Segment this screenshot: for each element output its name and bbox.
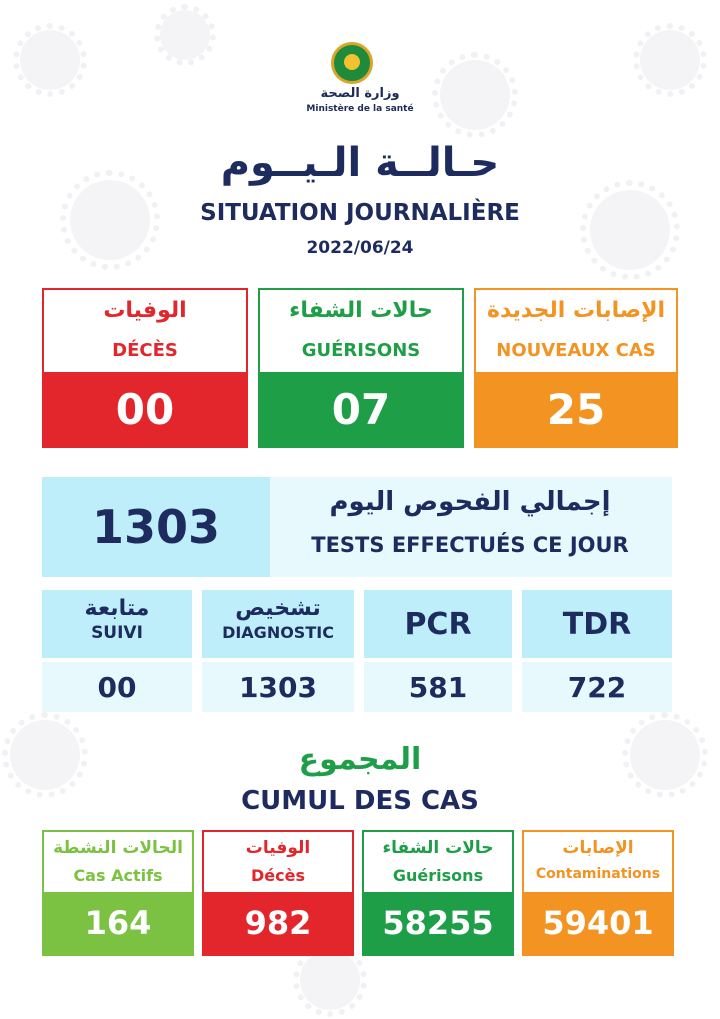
cumul-title-fr: CUMUL DES CAS <box>241 786 479 816</box>
daily-recoveries-value: 07 <box>260 372 462 446</box>
ministry-logo <box>331 42 373 84</box>
virus-decoration-icon <box>160 10 210 60</box>
tests-label-fr: TESTS EFFECTUÉS CE JOUR <box>311 533 629 557</box>
tdr-value: 722 <box>522 662 672 712</box>
cumul-contaminations-value: 59401 <box>524 892 672 954</box>
virus-decoration-icon <box>630 720 700 790</box>
diagnostic-label-ar: تشخيص <box>235 596 321 621</box>
cumul-recoveries-value: 58255 <box>364 892 512 954</box>
cumul-active-label-ar: الحالات النشطة <box>53 838 183 858</box>
ministry-name-ar: وزارة الصحة <box>320 86 400 101</box>
suivi-header <box>42 590 192 658</box>
cumul-recoveries-card <box>362 830 514 956</box>
virus-decoration-icon <box>300 950 360 1010</box>
cumul-contaminations-label-ar: الإصابات <box>562 838 634 858</box>
daily-new-cases-label-ar: الإصابات الجديدة <box>486 298 666 323</box>
cumul-deaths-label-fr: Décès <box>251 866 305 885</box>
cumul-title-ar: المجموع <box>298 742 422 777</box>
pcr-value: 581 <box>364 662 512 712</box>
tests-label-ar: إجمالي الفحوص اليوم <box>329 487 611 517</box>
virus-decoration-icon <box>440 60 510 130</box>
tdr-label: TDR <box>562 606 632 642</box>
page-title-ar: حـالــة الـيــوم <box>220 140 500 186</box>
suivi-value: 00 <box>42 662 192 712</box>
daily-recoveries-card <box>258 288 464 448</box>
report-date: 2022/06/24 <box>306 238 414 258</box>
cumul-deaths-card <box>202 830 354 956</box>
ministry-name-fr: Ministère de la santé <box>306 104 414 114</box>
daily-new-cases-value: 25 <box>476 372 676 446</box>
daily-deaths-value: 00 <box>44 372 246 446</box>
daily-new-cases-label-fr: NOUVEAUX CAS <box>496 340 656 361</box>
cumul-active-label-fr: Cas Actifs <box>73 866 163 885</box>
diagnostic-label-fr: DIAGNOSTIC <box>222 623 334 642</box>
cumul-recoveries-label-ar: حالات الشفاء <box>382 838 494 858</box>
virus-decoration-icon <box>590 190 670 270</box>
daily-recoveries-label-fr: GUÉRISONS <box>301 340 421 361</box>
pcr-label: PCR <box>404 606 472 642</box>
virus-decoration-icon <box>640 30 700 90</box>
diagnostic-value: 1303 <box>202 662 354 712</box>
daily-new-cases-card <box>474 288 678 448</box>
tdr-header <box>522 590 672 658</box>
cumul-contaminations-card <box>522 830 674 956</box>
cumul-contaminations-label-fr: Contaminations <box>535 866 661 882</box>
daily-recoveries-label-ar: حالات الشفاء <box>289 298 433 323</box>
pcr-header <box>364 590 512 658</box>
daily-deaths-card <box>42 288 248 448</box>
cumul-deaths-label-ar: الوفيات <box>245 838 311 858</box>
virus-decoration-icon <box>20 30 80 90</box>
suivi-label-ar: متابعة <box>84 596 150 621</box>
cumul-active-value: 164 <box>44 892 192 954</box>
cumul-recoveries-label-fr: Guérisons <box>392 866 484 885</box>
virus-decoration-icon <box>70 180 150 260</box>
tests-total-value: 1303 <box>42 477 270 577</box>
diagnostic-header <box>202 590 354 658</box>
page-title-fr: SITUATION JOURNALIÈRE <box>200 200 520 226</box>
cumul-active-card <box>42 830 194 956</box>
daily-deaths-label-ar: الوفيات <box>103 298 187 323</box>
suivi-label-fr: SUIVI <box>91 623 143 643</box>
daily-deaths-label-fr: DÉCÈS <box>112 340 178 361</box>
virus-decoration-icon <box>10 720 80 790</box>
cumul-deaths-value: 982 <box>204 892 352 954</box>
